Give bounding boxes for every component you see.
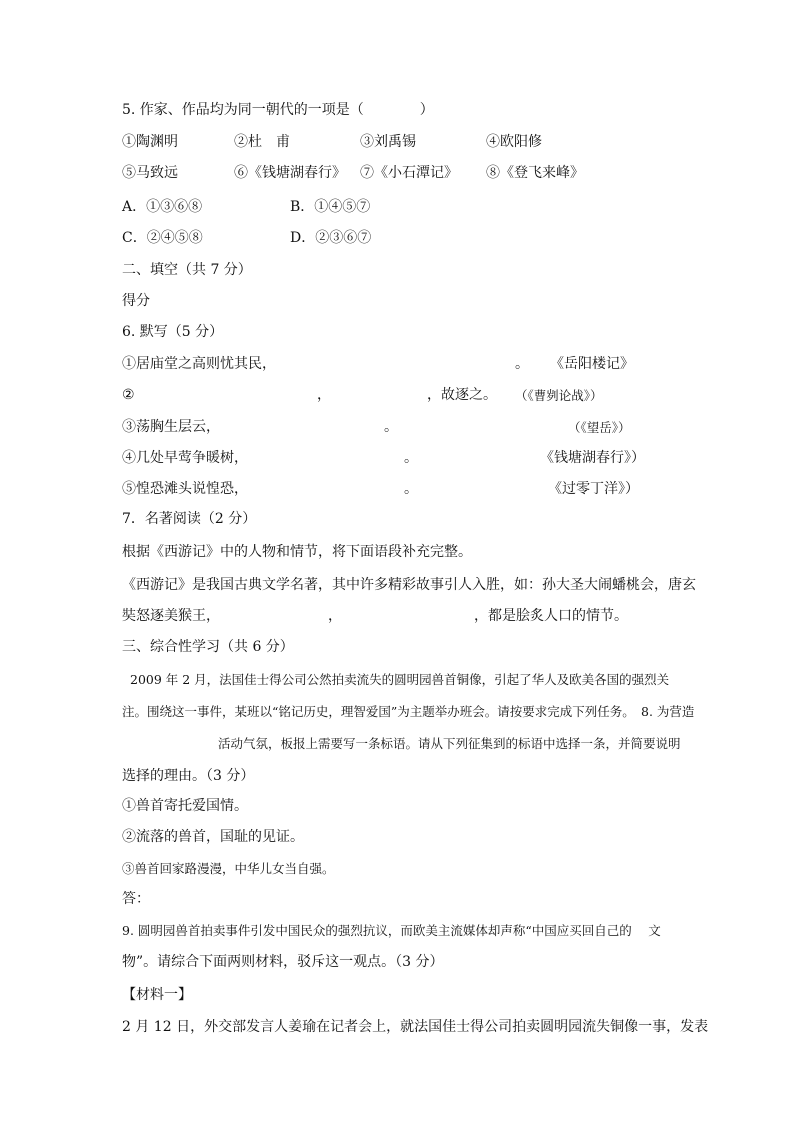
q7-instruction: 根据《西游记》中的人物和情节，将下面语段补充完整。 [122, 544, 472, 560]
q6-line2-source: （《曹刿论战》） [515, 388, 603, 403]
slogan-1: ①兽首寄托爱国情。 [122, 798, 248, 814]
q6-line2-comma: ， [317, 387, 331, 403]
q6-line1-period: 。 [515, 356, 529, 372]
q5-item-5: ⑤马致远 [122, 165, 178, 181]
q5-item-4: ④欧阳修 [486, 134, 542, 150]
q5-item-7: ⑦《小石潭记》 [360, 165, 458, 181]
section3-intro-line2: 注。围绕这一事件，某班以“铭记历史，理智爱国”为主题举办班会。请按要求完成下列任务。 8. 为营造 [122, 704, 695, 719]
q5-item-1: ①陶渊明 [122, 134, 178, 150]
q6-title: 6. 默写（5 分） [122, 324, 224, 340]
q5-item-8: ⑧《登飞来峰》 [486, 165, 584, 181]
q9-line1: 9. 圆明园兽首拍卖事件引发中国民众的强烈抗议，而欧美主流媒体却声称“中国应买回自己的 文 [122, 923, 661, 938]
slogan-3: ③兽首回家路漫漫，中华儿女当自强。 [122, 861, 335, 876]
q5-option-a: A．①③⑥⑧ [122, 199, 203, 215]
q7-paragraph-line1: 《西游记》是我国古典文学名著，其中许多精彩故事引人入胜，如：孙大圣大闹蟠桃会，唐玄 [122, 577, 696, 593]
q6-line5-source: 《过零丁洋》） [548, 481, 639, 497]
q6-line4-source: 《钱塘湖春行》） [540, 450, 645, 466]
q7-paragraph-line2c: ，都是脍炙人口的情节。 [474, 608, 628, 624]
q5-item-3: ③刘禹锡 [360, 134, 416, 150]
q5-stem: 5. 作家、作品均为同一朝代的一项是（ ） [122, 102, 434, 118]
q6-line1-source: 《岳阳楼记》 [550, 356, 634, 372]
q7-title: 7．名著阅读（2 分） [122, 511, 257, 527]
section2-title: 二、填空（共 7 分） [122, 262, 252, 278]
section3-intro-line1: 2009 年 2 月，法国佳士得公司公然拍卖流失的圆明园兽首铜像，引起了华人及欧美各国的强烈关 [130, 672, 670, 687]
q6-line5-text: ⑤惶恐滩头说惶恐， [122, 481, 248, 497]
answer-label: 答： [122, 891, 150, 907]
q8-reason: 选择的理由。（3 分） [122, 768, 255, 784]
q5-item-2: ②杜 甫 [234, 134, 290, 150]
q6-line3-text: ③荡胸生层云， [122, 419, 220, 435]
q6-line3-period: 。 [384, 419, 398, 435]
material-title: 【材料一】 [122, 987, 192, 1003]
q7-paragraph-line2b: ， [328, 608, 342, 624]
q5-item-6: ⑥《钱塘湖春行》 [234, 165, 346, 181]
q6-line1-text: ①居庙堂之高则忧其民， [122, 356, 276, 372]
q5-option-c: C．②④⑤⑧ [122, 230, 203, 246]
q5-option-d: D．②③⑥⑦ [290, 230, 372, 246]
q6-line2-tail: ，故逐之。 [427, 387, 497, 403]
q6-line4-text: ④几处早莺争暖树， [122, 450, 248, 466]
q6-line4-period: 。 [404, 450, 418, 466]
q6-line3-source: （《望岳》） [568, 420, 631, 435]
section3-intro-line3: 活动气氛，板报上需要写一条标语。请从下列征集到的标语中选择一条，并简要说明 [218, 736, 681, 751]
q5-option-b: B．①④⑤⑦ [290, 199, 371, 215]
q6-line2-text: ② [122, 387, 135, 403]
q7-paragraph-line2a: 奘怒逐美猴王， [122, 608, 220, 624]
material-line1: 2 月 12 日，外交部发言人姜瑜在记者会上，就法国佳士得公司拍卖圆明园流失铜像一事，发表 [122, 1019, 709, 1035]
q6-line5-period: 。 [404, 481, 418, 497]
slogan-2: ②流落的兽首，国耻的见证。 [122, 829, 304, 845]
score-label: 得分 [122, 293, 150, 309]
section3-title: 三、综合性学习（共 6 分） [122, 639, 294, 655]
q9-line2: 物”。请综合下面两则材料，驳斥这一观点。（3 分） [122, 954, 444, 970]
